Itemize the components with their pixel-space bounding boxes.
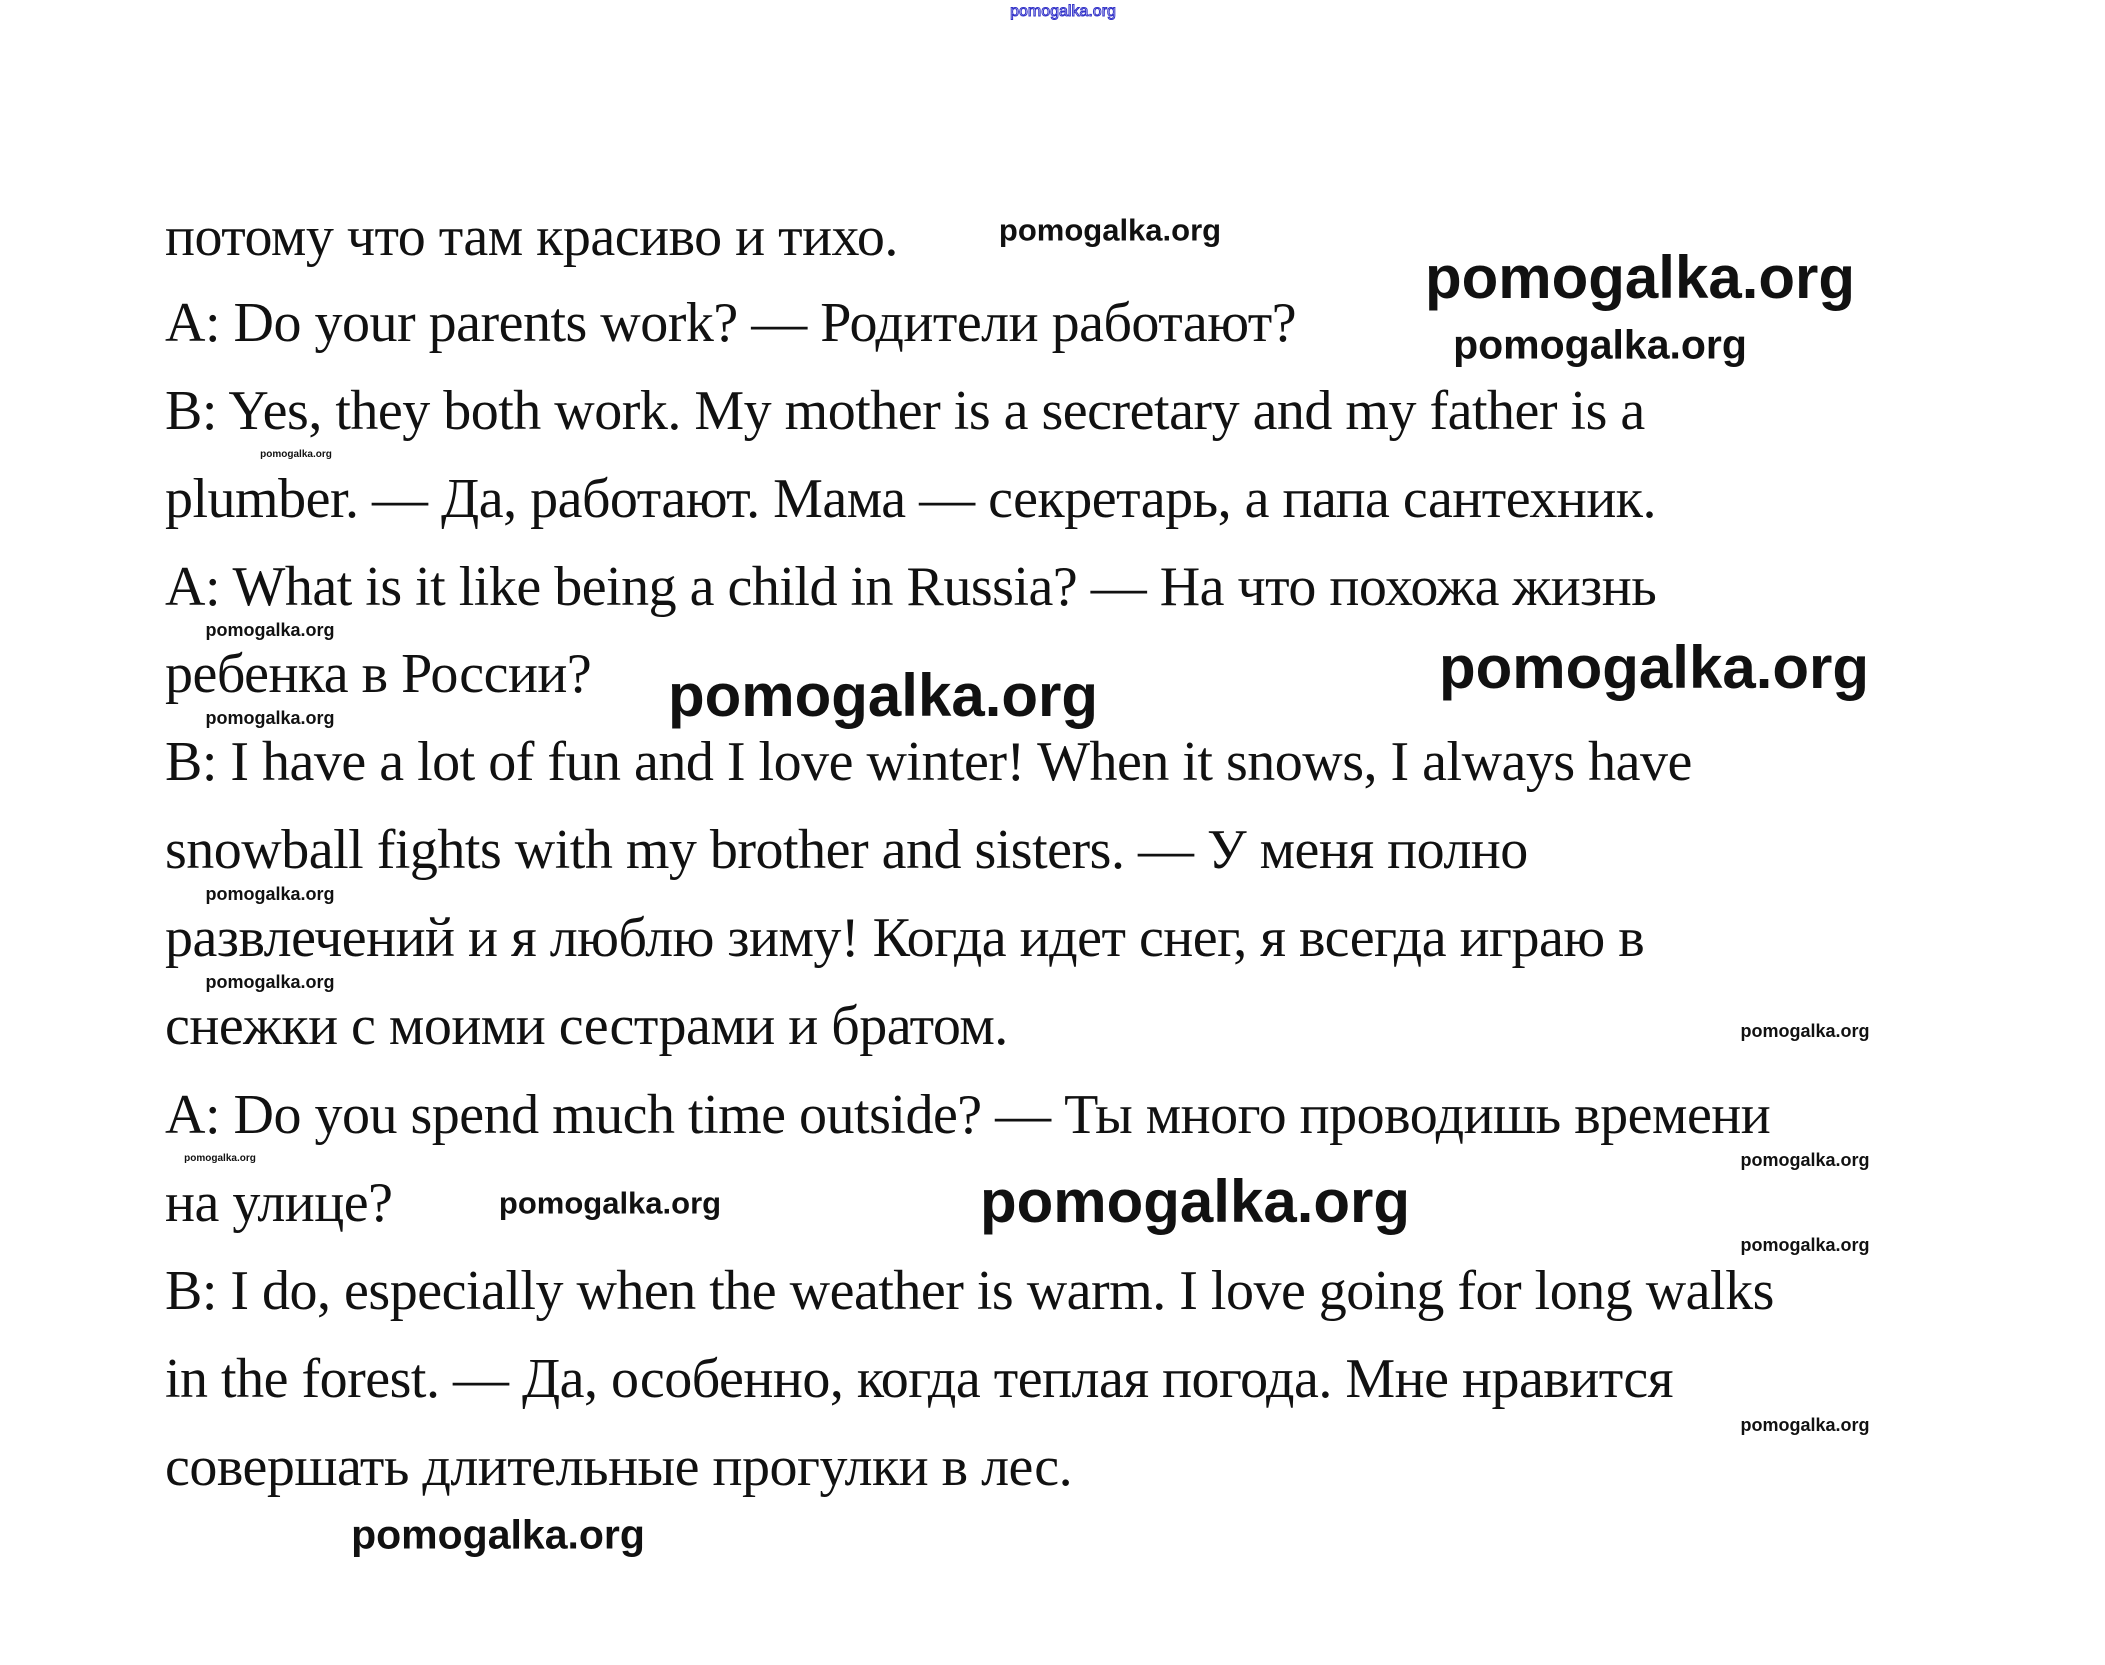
text-line: снежки с моими сестрами и братом. (165, 995, 1008, 1057)
text-line: совершать длительные прогулки в лес. (165, 1436, 1073, 1498)
watermark: pomogalka.org (667, 662, 1099, 729)
watermark: pomogalka.org (351, 1511, 645, 1558)
text-line: B: I do, especially when the weather is warm. I love going for long walks (165, 1260, 1774, 1322)
watermark: pomogalka.org (1740, 1415, 1870, 1435)
watermark: pomogalka.org (1438, 634, 1870, 701)
text-line: snowball fights with my brother and sisters. — У меня полно (165, 819, 1528, 881)
watermark: pomogalka.org (1424, 244, 1856, 311)
watermark: pomogalka.org (998, 212, 1222, 248)
watermark: pomogalka.org (205, 620, 335, 640)
watermark: pomogalka.org (205, 708, 335, 728)
watermark: pomogalka.org (1740, 1235, 1870, 1255)
text-line: plumber. — Да, работают. Мама — секретарь, а папа сантехник. (165, 468, 1656, 530)
text-line: потому что там красиво и тихо. (165, 206, 898, 268)
watermark: pomogalka.org (205, 972, 335, 992)
text-line: B: Yes, they both work. My mother is a secretary and my father is a (165, 380, 1645, 442)
text-line: развлечений и я люблю зиму! Когда идет снег, я всегда играю в (165, 907, 1645, 969)
text-line: ребенка в России? (165, 643, 592, 705)
watermark: pomogalka.org (260, 449, 332, 460)
watermark: pomogalka.org (1453, 321, 1747, 368)
text-line: A: Do your parents work? — Родители работают? (165, 292, 1297, 354)
watermark: pomogalka.org (1010, 3, 1116, 20)
watermark: pomogalka.org (498, 1185, 722, 1221)
watermark: pomogalka.org (979, 1168, 1411, 1235)
text-line: A: Do you spend much time outside? — Ты много проводишь времени (165, 1084, 1771, 1146)
watermark: pomogalka.org (1740, 1021, 1870, 1041)
text-line: на улице? (165, 1172, 393, 1234)
text-line: A: What is it like being a child in Russia? — На что похожа жизнь (165, 556, 1657, 618)
watermark: pomogalka.org (1740, 1150, 1870, 1170)
text-line: in the forest. — Да, особенно, когда теплая погода. Мне нравится (165, 1348, 1673, 1410)
watermark: pomogalka.org (205, 884, 335, 904)
watermark: pomogalka.org (184, 1153, 256, 1164)
text-line: B: I have a lot of fun and I love winter! When it snows, I always have (165, 731, 1692, 793)
